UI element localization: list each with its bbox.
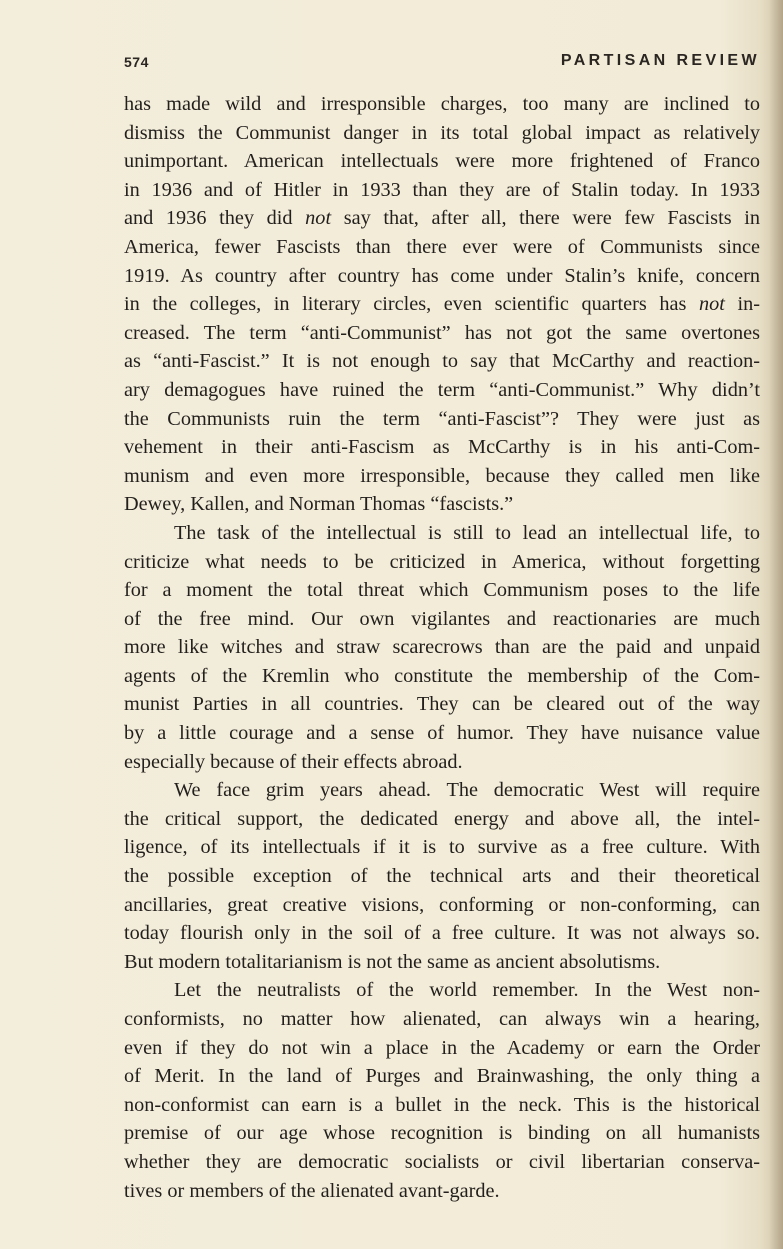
text-line: We face grim years ahead. The democratic West will require bbox=[174, 779, 760, 802]
text-line: But modern totalitarianism is not the same as ancient absolutisms. bbox=[124, 950, 661, 973]
text-line: munism and even more irresponsible, because they called men like bbox=[124, 464, 760, 487]
paragraph bbox=[124, 519, 760, 776]
text-line: The task of the intellectual is still to lead an intellectual life, to bbox=[174, 521, 760, 544]
text-line: vehement in their anti-Fascism as McCarthy is in his anti-Com- bbox=[124, 436, 760, 459]
text-line: ary demagogues have ruined the term “anti-Communist.” Why didn’t bbox=[124, 378, 760, 401]
running-head: PARTISAN REVIEW bbox=[560, 52, 760, 69]
text-line: criticize what needs to be criticized in America, without forgetting bbox=[124, 550, 760, 573]
text-line: even if they do not win a place in the Academy or earn the Order bbox=[124, 1036, 760, 1059]
text-line: Dewey, Kallen, and Norman Thomas “fascists.” bbox=[124, 493, 514, 516]
body-text bbox=[124, 90, 760, 1205]
page-number: 574 bbox=[124, 54, 149, 70]
text-line: premise of our age whose recognition is binding on all humanists bbox=[124, 1122, 760, 1145]
text-line: and 1936 they did not say that, after all, there were few Fascists in bbox=[124, 207, 760, 230]
paragraph bbox=[124, 90, 760, 519]
text-line: dismiss the Communist danger in its total global impact as relatively bbox=[124, 121, 760, 144]
text-line: Let the neutralists of the world remember. In the West non- bbox=[174, 979, 760, 1002]
text-line: tives or members of the alienated avant-garde. bbox=[124, 1179, 500, 1202]
text-line: whether they are democratic socialists or civil libertarian conserva- bbox=[124, 1150, 760, 1173]
text-line: has made wild and irresponsible charges, too many are inclined to bbox=[124, 93, 760, 115]
text-line: non-conformist can earn is a bullet in the neck. This is the historical bbox=[124, 1093, 760, 1116]
text-line: today flourish only in the soil of a free culture. It was not always so. bbox=[124, 922, 760, 945]
text-line: unimportant. American intellectuals were more frightened of Franco bbox=[124, 150, 760, 173]
text-line: in 1936 and of Hitler in 1933 than they are of Stalin today. In 1933 bbox=[124, 178, 760, 201]
page-edge-shadow bbox=[769, 0, 783, 1249]
text-line: the critical support, the dedicated energy and above all, the intel- bbox=[124, 807, 760, 830]
paragraph bbox=[124, 776, 760, 976]
text-line: by a little courage and a sense of humor. They have nuisance value bbox=[124, 722, 760, 745]
text-line: conformists, no matter how alienated, can always win a hearing, bbox=[124, 1008, 760, 1030]
text-line: of the free mind. Our own vigilantes and reactionaries are much bbox=[124, 607, 760, 630]
text-line: more like witches and straw scarecrows than are the paid and unpaid bbox=[124, 636, 760, 659]
emphasis: not bbox=[698, 293, 725, 316]
text-line: for a moment the total threat which Communism poses to the life bbox=[124, 579, 760, 602]
text-line: in the colleges, in literary circles, even scientific quarters has not in- bbox=[124, 293, 760, 316]
text-line: 1919. As country after country has come under Stalin’s knife, concern bbox=[124, 264, 760, 287]
text-line: as “anti-Fascist.” It is not enough to say that McCarthy and reaction- bbox=[124, 350, 760, 373]
emphasis: not bbox=[305, 207, 332, 230]
text-line: especially because of their effects abroad. bbox=[124, 750, 463, 773]
text-line: the possible exception of the technical arts and their theoretical bbox=[124, 865, 760, 888]
text-line: ancillaries, great creative visions, conforming or non-conforming, can bbox=[124, 893, 760, 916]
text-line: ligence, of its intellectuals if it is to survive as a free culture. With bbox=[124, 836, 760, 859]
text-line: of Merit. In the land of Purges and Brainwashing, the only thing a bbox=[124, 1065, 760, 1088]
text-line: the Communists ruin the term “anti-Fascist”? They were just as bbox=[124, 407, 760, 430]
page-header bbox=[124, 52, 760, 78]
text-line: America, fewer Fascists than there ever were of Communists since bbox=[124, 235, 760, 258]
text-line: munist Parties in all countries. They can be cleared out of the way bbox=[124, 693, 760, 716]
paragraph bbox=[124, 976, 760, 1205]
text-line: creased. The term “anti-Communist” has not got the same overtones bbox=[124, 321, 760, 344]
text-line: agents of the Kremlin who constitute the membership of the Com- bbox=[124, 664, 760, 687]
